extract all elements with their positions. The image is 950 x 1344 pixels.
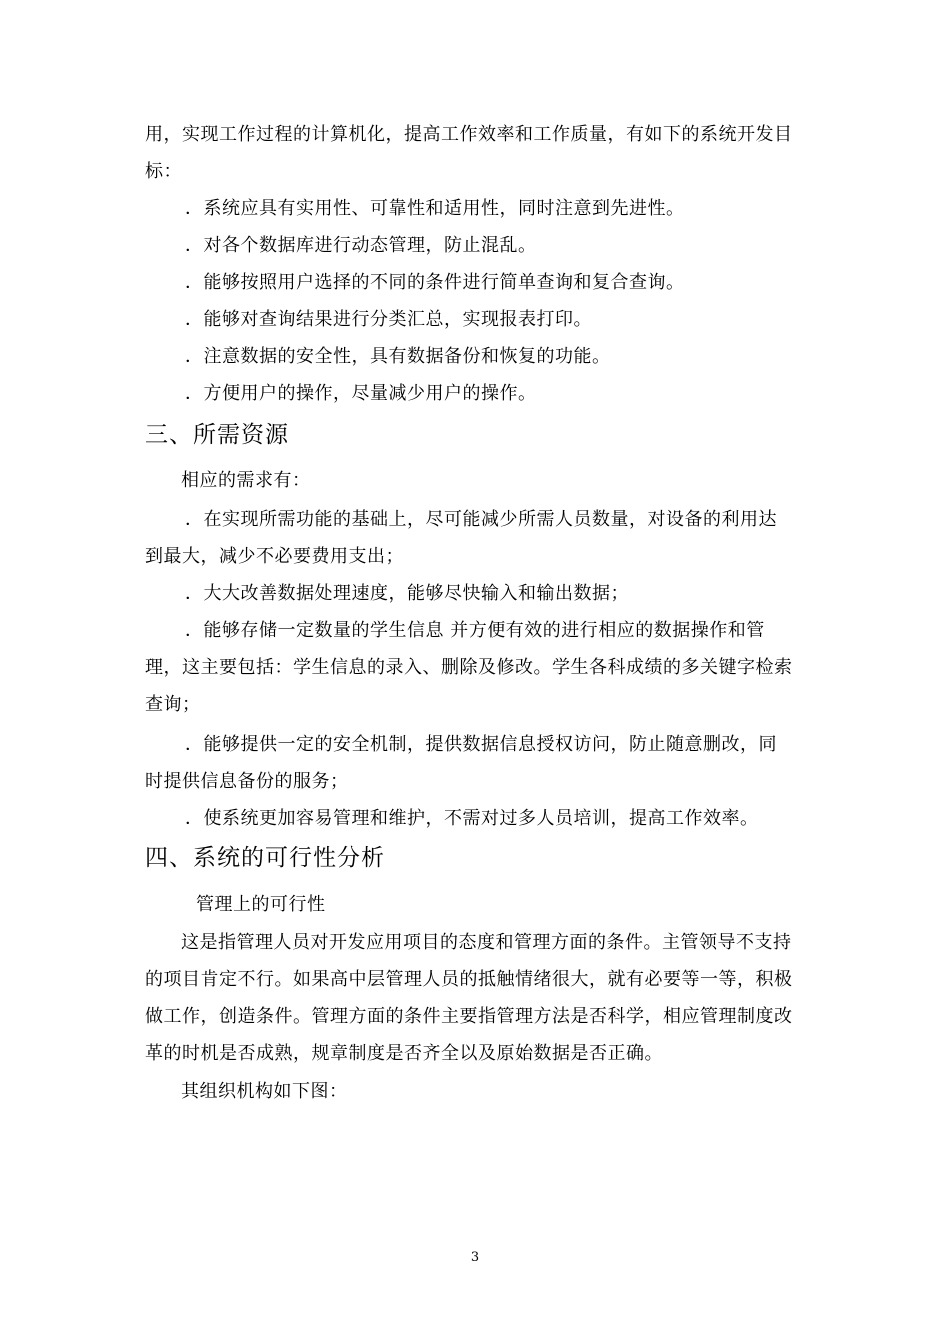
intro-line-1: 用，实现工作过程的计算机化，提高工作效率和工作质量，有如下的系统开发目	[145, 124, 793, 145]
goal-item-4: ．能够对查询结果进行分类汇总，实现报表打印。	[185, 309, 592, 330]
section-3-lead: 相应的需求有：	[181, 470, 311, 491]
section-4-line-3: 做工作，创造条件。管理方面的条件主要指管理方法是否科学，相应管理制度改	[145, 1006, 793, 1027]
section-3-line-4: ．能够存储一定数量的学生信息 并方便有效的进行相应的数据操作和管	[185, 620, 765, 641]
section-3-line-5: 理，这主要包括：学生信息的录入、删除及修改。学生各科成绩的多关键字检索	[145, 657, 793, 678]
goal-item-5: ．注意数据的安全性，具有数据备份和恢复的功能。	[185, 346, 611, 367]
section-4-line-4: 革的时机是否成熟，规章制度是否齐全以及原始数据是否正确。	[145, 1043, 663, 1064]
section-3-line-7: ．能够提供一定的安全机制，提供数据信息授权访问，防止随意删改，同	[185, 734, 777, 755]
section-3-line-6: 查询；	[145, 694, 201, 715]
goal-item-6: ．方便用户的操作，尽量减少用户的操作。	[185, 383, 537, 404]
page-number: 3	[470, 1250, 480, 1265]
section-3-line-8: 时提供信息备份的服务；	[145, 771, 349, 792]
goal-item-2: ．对各个数据库进行动态管理，防止混乱。	[185, 235, 537, 256]
section-4-heading: 四、系统的可行性分析	[145, 845, 385, 871]
intro-line-2: 标：	[145, 161, 182, 182]
section-3-line-2: 到最大，减少不必要费用支出；	[145, 546, 404, 567]
goal-item-3: ．能够按照用户选择的不同的条件进行简单查询和复合查询。	[185, 272, 685, 293]
section-4-subtitle: 管理上的可行性	[196, 894, 326, 915]
section-4-line-1: 这是指管理人员对开发应用项目的态度和管理方面的条件。主管领导不支持	[181, 932, 792, 953]
section-4-line-5: 其组织机构如下图：	[181, 1081, 348, 1102]
section-3-heading: 三、所需资源	[145, 422, 289, 448]
section-3-line-9: ．使系统更加容易管理和维护，不需对过多人员培训，提高工作效率。	[185, 808, 759, 829]
goal-item-1: ．系统应具有实用性、可靠性和适用性，同时注意到先进性。	[185, 198, 685, 219]
section-3-line-3: ．大大改善数据处理速度，能够尽快输入和输出数据；	[185, 583, 629, 604]
section-4-line-2: 的项目肯定不行。如果高中层管理人员的抵触情绪很大，就有必要等一等，积极	[145, 969, 793, 990]
section-3-line-1: ．在实现所需功能的基础上，尽可能减少所需人员数量，对设备的利用达	[185, 509, 777, 530]
